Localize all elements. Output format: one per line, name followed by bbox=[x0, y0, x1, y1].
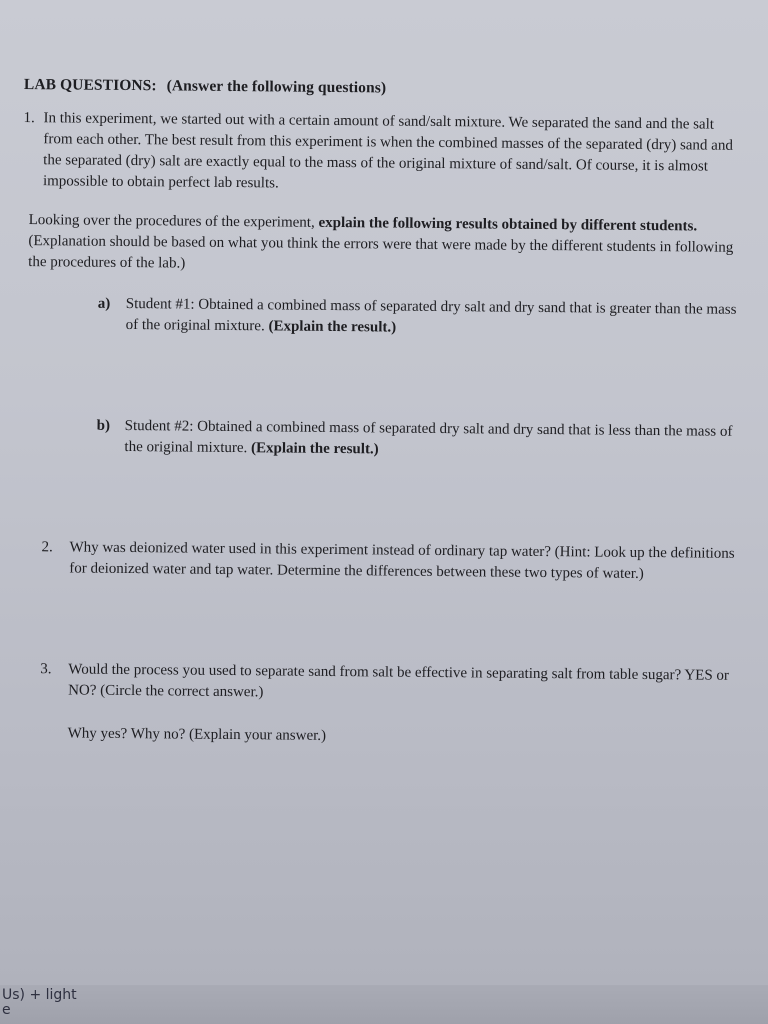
question-1b-text: Student #2: Obtained a combined mass of separated dry salt and dry sand that is less than the mass of the original mixture. bbox=[124, 417, 733, 457]
question-1b bbox=[96, 416, 736, 464]
instructions-paragraph bbox=[28, 210, 739, 280]
heading-subtitle: (Answer the following questions) bbox=[166, 77, 387, 97]
question-2-number: 2. bbox=[41, 539, 53, 556]
worksheet-content bbox=[18, 76, 740, 751]
page-below bbox=[0, 985, 768, 1024]
question-1a bbox=[98, 294, 738, 342]
question-3-number: 3. bbox=[40, 661, 52, 678]
question-3-followup: Why yes? Why no? (Explain your answer.) bbox=[67, 725, 327, 744]
question-2 bbox=[41, 537, 735, 586]
heading-title: LAB QUESTIONS: bbox=[23, 76, 157, 95]
question-1-number: 1. bbox=[23, 109, 35, 127]
question-1b-body bbox=[124, 416, 736, 464]
handwritten-line-1: Us) + light bbox=[2, 987, 77, 1003]
question-3 bbox=[40, 659, 734, 708]
question-3-text: Would the process you used to separate sand from salt be effective in separating salt from table sugar? YES or NO? (Circle the correct answer.) bbox=[68, 661, 730, 701]
question-1b-label: b) bbox=[96, 417, 111, 434]
question-1a-text: Student #1: Obtained a combined mass of separated dry salt and dry sand that is greater than the mass of the original mixture. bbox=[125, 295, 737, 335]
handwritten-note bbox=[2, 988, 77, 1018]
instructions-part1: Looking over the procedures of the experiment, bbox=[28, 212, 315, 231]
question-1a-label: a) bbox=[97, 295, 111, 312]
question-1a-body bbox=[126, 294, 738, 342]
handwritten-line-2: e bbox=[2, 1002, 11, 1018]
question-1 bbox=[23, 108, 740, 199]
question-2-text: Why was deionized water used in this experiment instead of ordinary tap water? (Hint: Look up the definitions for deionized water and tap water. Determine the differences between these two types of water.) bbox=[69, 539, 735, 582]
instructions-bold: explain the following results obtained by different students. bbox=[318, 214, 698, 235]
instructions-part2: (Explanation should be based on what you think the errors were that were made by the different students in following the procedures of the lab.) bbox=[28, 233, 734, 272]
question-1-text: In this experiment, we started out with a certain amount of sand/salt mixture. We separated the sand and the salt from each other. The best result from this experiment is when the combined masses of the separated (dry) sand and the separated (dry) salt are exactly equal to the mass of the original mixture of sand/salt. Of course, it is almost impossible to obtain perfect lab results. bbox=[42, 110, 733, 192]
question-1b-prompt: (Explain the result.) bbox=[251, 440, 379, 458]
question-1a-prompt: (Explain the result.) bbox=[268, 318, 397, 336]
